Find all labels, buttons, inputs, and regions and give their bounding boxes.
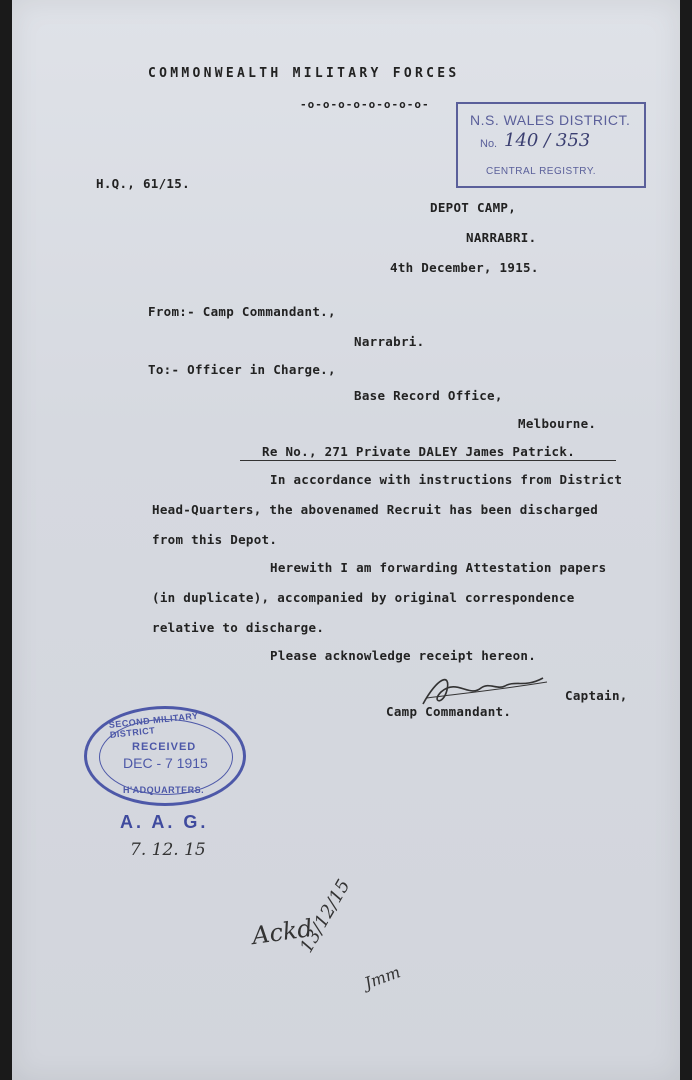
paragraph-1-line-3: from this Depot. bbox=[152, 532, 278, 547]
reference-number: H.Q., 61/15. bbox=[96, 176, 190, 191]
subject-underline bbox=[240, 460, 616, 461]
received-stamp-label: RECEIVED bbox=[132, 741, 197, 753]
aag-stamp: A. A. G. bbox=[120, 812, 209, 832]
letter-page bbox=[12, 0, 680, 1080]
registry-stamp-number: 140 / 353 bbox=[504, 130, 591, 151]
from-line: From:- Camp Commandant., bbox=[148, 304, 336, 319]
paragraph-1-line-1: In accordance with instructions from District bbox=[270, 472, 623, 487]
paragraph-2-line-3: relative to discharge. bbox=[152, 620, 325, 635]
handwritten-ack-date: 13/12/15 bbox=[296, 875, 355, 957]
received-stamp-top: SECOND MILITARY DISTRICT bbox=[108, 710, 199, 740]
to-line: To:- Officer in Charge., bbox=[148, 362, 336, 377]
paragraph-1-line-2: Head-Quarters, the abovenamed Recruit has been discharged bbox=[152, 502, 599, 517]
subject-line: Re No., 271 Private DALEY James Patrick. bbox=[262, 444, 576, 459]
letter-date: 4th December, 1915. bbox=[390, 260, 539, 275]
paragraph-2-line-2: (in duplicate), accompanied by original correspondence bbox=[152, 590, 575, 605]
address-line-2: NARRABRI. bbox=[466, 230, 537, 245]
signer-title: Camp Commandant. bbox=[386, 704, 512, 719]
registry-stamp-title: N.S. WALES DISTRICT. bbox=[470, 112, 631, 128]
handwritten-date: 7. 12. 15 bbox=[130, 840, 206, 860]
address-line-1: DEPOT CAMP, bbox=[430, 200, 517, 215]
registry-stamp-no-label: No. bbox=[480, 138, 498, 150]
from-place: Narrabri. bbox=[354, 334, 425, 349]
received-stamp-bottom: H'ADQUARTERS. bbox=[123, 785, 205, 795]
registry-stamp bbox=[456, 102, 646, 188]
signer-rank: Captain, bbox=[565, 688, 628, 703]
registry-stamp-footer: CENTRAL REGISTRY. bbox=[486, 166, 597, 177]
to-office: Base Record Office, bbox=[354, 388, 503, 403]
to-city: Melbourne. bbox=[518, 416, 597, 431]
paragraph-3: Please acknowledge receipt hereon. bbox=[270, 648, 537, 663]
handwritten-initials: Jmm bbox=[361, 962, 403, 993]
received-stamp bbox=[84, 706, 246, 806]
paragraph-2-line-1: Herewith I am forwarding Attestation papers bbox=[270, 560, 607, 575]
handwritten-ack: Ackd bbox=[250, 913, 315, 951]
letterhead-title: COMMONWEALTH MILITARY FORCES bbox=[148, 66, 460, 81]
letterhead-divider: -o-o-o-o-o-o-o-o- bbox=[300, 98, 430, 111]
received-stamp-date: DEC - 7 1915 bbox=[123, 755, 208, 771]
